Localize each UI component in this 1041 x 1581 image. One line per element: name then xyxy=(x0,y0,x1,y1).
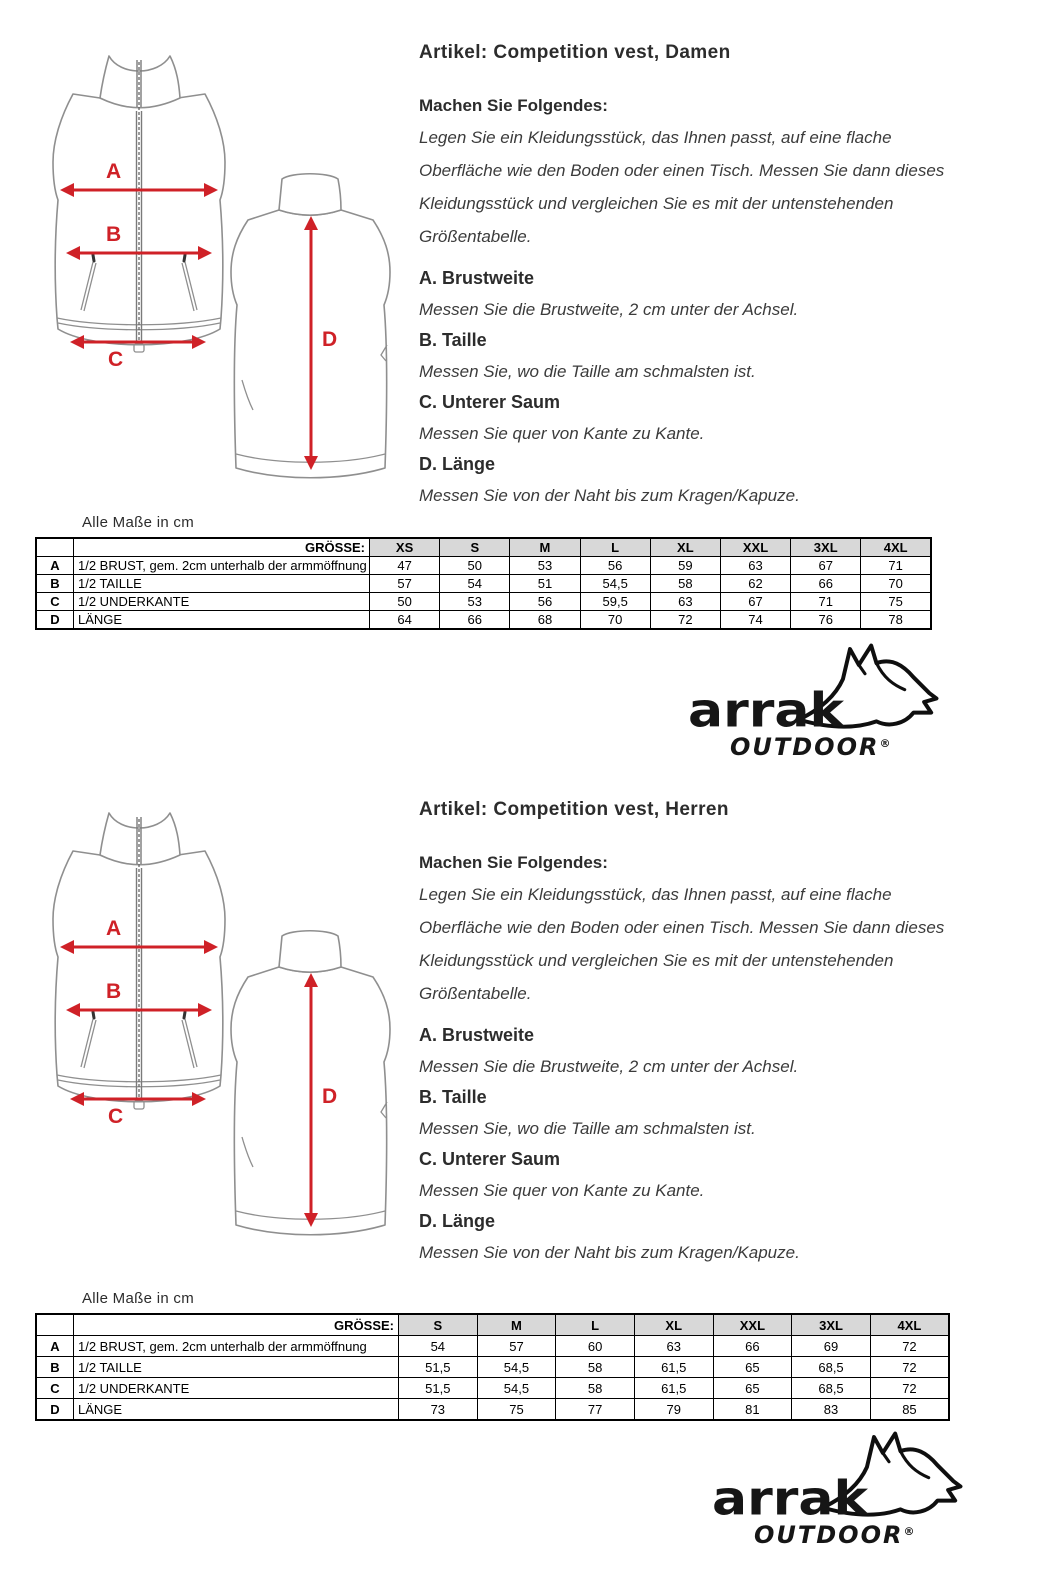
value-cell: 66 xyxy=(713,1336,792,1357)
value-cell: 68,5 xyxy=(792,1357,871,1378)
row-label-cell: 1/2 UNDERKANTE xyxy=(74,593,370,611)
instructions-column xyxy=(419,797,994,1268)
definition-term: C. Unterer Saum xyxy=(419,1149,561,1169)
definition-desc: Messen Sie quer von Kante zu Kante. xyxy=(419,424,705,443)
value-cell: 51 xyxy=(510,575,580,593)
value-cell: 58 xyxy=(556,1357,635,1378)
definition-term: A. Brustweite xyxy=(419,268,535,288)
definition-desc: Messen Sie quer von Kante zu Kante. xyxy=(419,1181,705,1200)
arrak-outdoor-logo xyxy=(712,1433,964,1555)
row-label-cell: LÄNGE xyxy=(74,1399,399,1421)
value-cell: 59,5 xyxy=(580,593,650,611)
size-header-cell: M xyxy=(477,1314,556,1336)
instructions-body: Legen Sie ein Kleidungsstück, das Ihnen passt, auf eine flache Oberfläche wie den Boden oder einen Tisch. Messen Sie dann dieses Kleidungsstück und vergleichen Sie es mit der untenstehenden Größentabelle. xyxy=(419,885,945,1003)
value-cell: 74 xyxy=(720,611,790,630)
value-cell: 58 xyxy=(650,575,720,593)
size-header-cell: 3XL xyxy=(791,538,861,557)
value-cell: 70 xyxy=(861,575,931,593)
units-note: Alle Maße in cm xyxy=(82,514,195,531)
vest-back-collar xyxy=(279,174,341,216)
value-cell: 72 xyxy=(650,611,720,630)
value-cell: 73 xyxy=(399,1399,478,1421)
measurement-definitions xyxy=(419,1020,994,1268)
value-cell: 69 xyxy=(792,1336,871,1357)
diagram-label-c: C xyxy=(108,348,124,371)
value-cell: 56 xyxy=(510,593,580,611)
row-letter-cell: A xyxy=(36,557,74,575)
value-cell: 68 xyxy=(510,611,580,630)
measurement-row xyxy=(36,1336,949,1357)
row-label-cell: 1/2 BRUST, gem. 2cm unterhalb der armmöffnung xyxy=(74,557,370,575)
article-title: Artikel: Competition vest, Damen xyxy=(419,42,731,63)
definition-term: D. Länge xyxy=(419,1211,496,1231)
row-letter-cell: C xyxy=(36,1378,74,1399)
row-label-cell: 1/2 TAILLE xyxy=(74,1357,399,1378)
size-header-cell: XL xyxy=(650,538,720,557)
value-cell: 54,5 xyxy=(477,1378,556,1399)
value-cell: 59 xyxy=(650,557,720,575)
definition-desc: Messen Sie die Brustweite, 2 cm unter der Achsel. xyxy=(419,1057,799,1076)
row-label-cell: LÄNGE xyxy=(74,611,370,630)
definition-desc: Messen Sie von der Naht bis zum Kragen/Kapuze. xyxy=(419,1243,800,1262)
value-cell: 79 xyxy=(634,1399,713,1421)
value-cell: 64 xyxy=(370,611,440,630)
vest-collar xyxy=(100,56,180,108)
value-cell: 66 xyxy=(791,575,861,593)
measurement-row xyxy=(36,1357,949,1378)
instructions-body: Legen Sie ein Kleidungsstück, das Ihnen passt, auf eine flache Oberfläche wie den Boden oder einen Tisch. Messen Sie dann dieses Kleidungsstück und vergleichen Sie es mit der untenstehenden Größentabelle. xyxy=(419,128,945,246)
value-cell: 63 xyxy=(650,593,720,611)
logo-subtext: OUTDOOR® xyxy=(730,733,891,761)
article-title: Artikel: Competition vest, Herren xyxy=(419,799,729,820)
units-note: Alle Maße in cm xyxy=(82,1290,195,1307)
row-letter-cell: A xyxy=(36,1336,74,1357)
row-letter-cell: D xyxy=(36,611,74,630)
vest-collar xyxy=(100,813,180,865)
definition-term: B. Taille xyxy=(419,330,487,350)
value-cell: 63 xyxy=(634,1336,713,1357)
row-label-cell: 1/2 BRUST, gem. 2cm unterhalb der armmöffnung xyxy=(74,1336,399,1357)
value-cell: 85 xyxy=(870,1399,949,1421)
size-header-cell: 3XL xyxy=(792,1314,871,1336)
logo-subtext: OUTDOOR® xyxy=(754,1521,915,1549)
measurement-definitions xyxy=(419,263,994,511)
vest-measurement-diagram xyxy=(30,807,420,1247)
size-header-cell: S xyxy=(440,538,510,557)
value-cell: 53 xyxy=(440,593,510,611)
corner-cell xyxy=(36,1314,74,1336)
corner-cell xyxy=(36,538,74,557)
value-cell: 71 xyxy=(861,557,931,575)
value-cell: 68,5 xyxy=(792,1378,871,1399)
instructions-column xyxy=(419,40,994,511)
measurement-row xyxy=(36,575,931,593)
value-cell: 75 xyxy=(477,1399,556,1421)
table-header-row xyxy=(36,1314,949,1336)
instructions-heading: Machen Sie Folgendes: xyxy=(419,96,608,115)
value-cell: 56 xyxy=(580,557,650,575)
value-cell: 72 xyxy=(870,1378,949,1399)
measurement-row xyxy=(36,611,931,630)
registered-mark: ® xyxy=(903,1525,915,1538)
size-header-cell: S xyxy=(399,1314,478,1336)
value-cell: 75 xyxy=(861,593,931,611)
value-cell: 65 xyxy=(713,1357,792,1378)
value-cell: 81 xyxy=(713,1399,792,1421)
value-cell: 57 xyxy=(477,1336,556,1357)
value-cell: 70 xyxy=(580,611,650,630)
measurement-row xyxy=(36,557,931,575)
arrak-outdoor-logo xyxy=(688,645,940,767)
diagram-label-b: B xyxy=(106,223,122,246)
vest-back-collar xyxy=(279,931,341,973)
row-letter-cell: C xyxy=(36,593,74,611)
registered-mark: ® xyxy=(879,737,891,750)
value-cell: 54 xyxy=(399,1336,478,1357)
measurement-row xyxy=(36,1399,949,1421)
value-cell: 67 xyxy=(720,593,790,611)
instructions-heading: Machen Sie Folgendes: xyxy=(419,853,608,872)
measurement-row xyxy=(36,1378,949,1399)
value-cell: 47 xyxy=(370,557,440,575)
size-header-cell: L xyxy=(556,1314,635,1336)
value-cell: 54 xyxy=(440,575,510,593)
size-table-damen xyxy=(35,537,932,630)
value-cell: 77 xyxy=(556,1399,635,1421)
value-cell: 57 xyxy=(370,575,440,593)
logo-wordmark: arrak xyxy=(712,1472,869,1526)
size-label-cell: GRÖSSE: xyxy=(74,1314,399,1336)
value-cell: 66 xyxy=(440,611,510,630)
value-cell: 72 xyxy=(870,1357,949,1378)
diagram-label-c: C xyxy=(108,1105,124,1128)
value-cell: 72 xyxy=(870,1336,949,1357)
size-header-cell: XXL xyxy=(720,538,790,557)
section-herren xyxy=(0,757,1041,1581)
value-cell: 58 xyxy=(556,1378,635,1399)
diagram-label-b: B xyxy=(106,980,122,1003)
definition-term: A. Brustweite xyxy=(419,1025,535,1045)
size-header-cell: XL xyxy=(634,1314,713,1336)
row-letter-cell: B xyxy=(36,1357,74,1378)
vest-measurement-diagram xyxy=(30,50,420,490)
value-cell: 71 xyxy=(791,593,861,611)
value-cell: 61,5 xyxy=(634,1378,713,1399)
value-cell: 61,5 xyxy=(634,1357,713,1378)
diagram-label-d: D xyxy=(322,1085,338,1108)
value-cell: 51,5 xyxy=(399,1357,478,1378)
definition-term: D. Länge xyxy=(419,454,496,474)
size-table-herren xyxy=(35,1313,950,1421)
row-label-cell: 1/2 UNDERKANTE xyxy=(74,1378,399,1399)
size-header-cell: 4XL xyxy=(861,538,931,557)
value-cell: 63 xyxy=(720,557,790,575)
size-header-cell: L xyxy=(580,538,650,557)
logo-wordmark: arrak xyxy=(688,684,845,738)
table-header-row xyxy=(36,538,931,557)
value-cell: 67 xyxy=(791,557,861,575)
definition-term: C. Unterer Saum xyxy=(419,392,561,412)
value-cell: 65 xyxy=(713,1378,792,1399)
size-header-cell: 4XL xyxy=(870,1314,949,1336)
diagram-label-a: A xyxy=(106,917,122,940)
row-letter-cell: D xyxy=(36,1399,74,1421)
value-cell: 62 xyxy=(720,575,790,593)
diagram-label-d: D xyxy=(322,328,338,351)
value-cell: 54,5 xyxy=(580,575,650,593)
definition-desc: Messen Sie, wo die Taille am schmalsten ist. xyxy=(419,1119,756,1138)
definition-desc: Messen Sie die Brustweite, 2 cm unter der Achsel. xyxy=(419,300,799,319)
definition-desc: Messen Sie von der Naht bis zum Kragen/Kapuze. xyxy=(419,486,800,505)
size-header-cell: XS xyxy=(370,538,440,557)
row-label-cell: 1/2 TAILLE xyxy=(74,575,370,593)
measurement-row xyxy=(36,593,931,611)
diagram-label-a: A xyxy=(106,160,122,183)
size-label-cell: GRÖSSE: xyxy=(74,538,370,557)
section-damen xyxy=(0,0,1041,790)
value-cell: 50 xyxy=(440,557,510,575)
size-header-cell: XXL xyxy=(713,1314,792,1336)
size-header-cell: M xyxy=(510,538,580,557)
value-cell: 60 xyxy=(556,1336,635,1357)
row-letter-cell: B xyxy=(36,575,74,593)
value-cell: 53 xyxy=(510,557,580,575)
value-cell: 51,5 xyxy=(399,1378,478,1399)
value-cell: 83 xyxy=(792,1399,871,1421)
definition-desc: Messen Sie, wo die Taille am schmalsten ist. xyxy=(419,362,756,381)
value-cell: 78 xyxy=(861,611,931,630)
value-cell: 54,5 xyxy=(477,1357,556,1378)
definition-term: B. Taille xyxy=(419,1087,487,1107)
value-cell: 76 xyxy=(791,611,861,630)
value-cell: 50 xyxy=(370,593,440,611)
